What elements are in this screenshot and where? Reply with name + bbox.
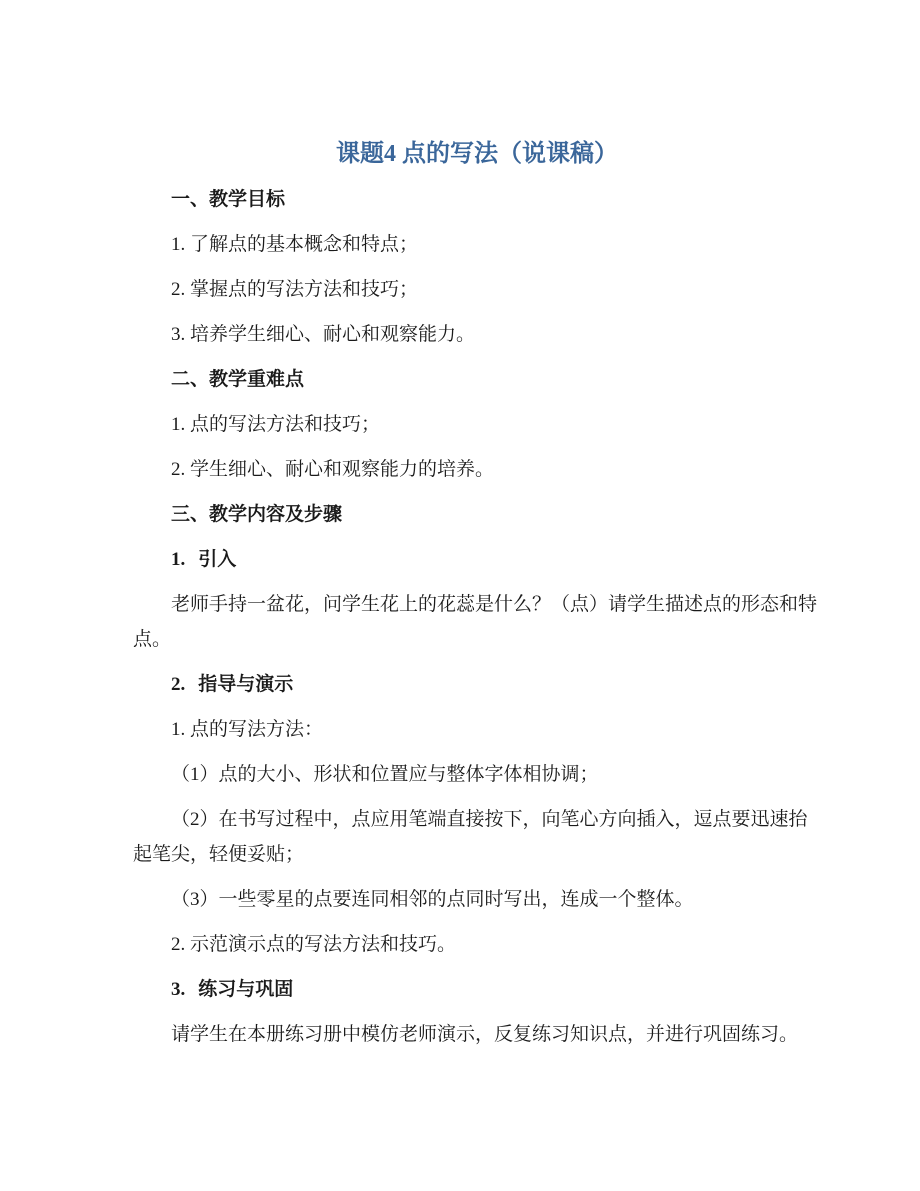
writing-method-intro: 1. 点的写法方法： (171, 719, 324, 740)
step-label: 练习与巩固 (198, 979, 294, 1000)
goal-item-2: 2. 掌握点的写法方法和技巧； (171, 279, 419, 300)
demonstration-paragraph: 2. 示范演示点的写法方法和技巧。 (171, 934, 457, 955)
difficulty-item-1: 1. 点的写法方法和技巧； (171, 414, 381, 435)
step-number: 1. (171, 549, 186, 570)
step-number: 2. (171, 674, 186, 695)
step-heading-guidance-demo (133, 667, 821, 702)
introduction-paragraph: 老师手持一盆花，问学生花上的花蕊是什么？（点）请学生描述点的形态和特点。 (133, 594, 818, 650)
writing-method-point-2: （2）在书写过程中，点应用笔端直接按下，向笔心方向插入，逗点要迅速抬起笔尖，轻便妥贴； (133, 809, 808, 865)
step-label: 引入 (198, 549, 237, 570)
step-label: 指导与演示 (198, 674, 294, 695)
step-heading-practice (133, 972, 821, 1007)
section-heading-key-difficulties: 二、教学重难点 (171, 369, 305, 390)
step-number: 3. (171, 979, 186, 1000)
step-heading-introduction (133, 542, 821, 577)
writing-method-point-3: （3）一些零星的点要连同相邻的点同时写出，连成一个整体。 (171, 889, 694, 910)
section-heading-content-steps: 三、教学内容及步骤 (171, 504, 343, 525)
goal-item-1: 1. 了解点的基本概念和特点； (171, 234, 419, 255)
writing-method-point-1: （1）点的大小、形状和位置应与整体字体相协调； (171, 764, 599, 785)
goal-item-3: 3. 培养学生细心、耐心和观察能力。 (171, 324, 476, 345)
document-title: 课题4 点的写法（说课稿） (336, 141, 618, 167)
section-heading-teaching-goals: 一、教学目标 (171, 189, 286, 210)
difficulty-item-2: 2. 学生细心、耐心和观察能力的培养。 (171, 459, 495, 480)
practice-paragraph: 请学生在本册练习册中模仿老师演示，反复练习知识点，并进行巩固练习。 (171, 1024, 799, 1045)
